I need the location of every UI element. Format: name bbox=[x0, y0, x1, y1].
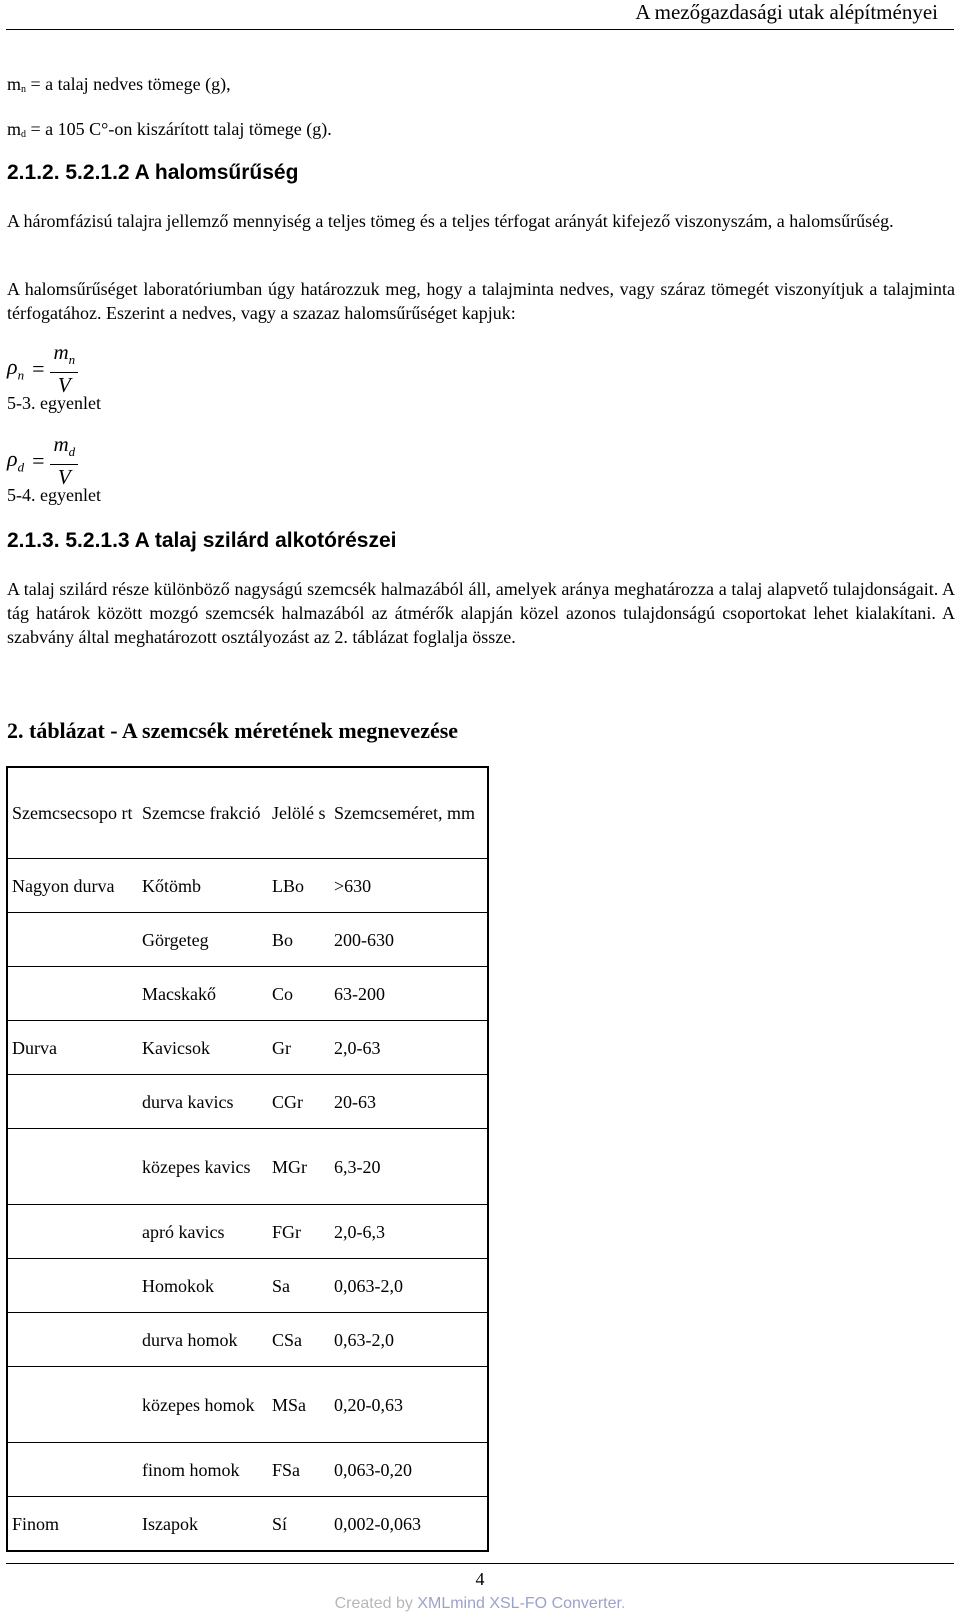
table-cell bbox=[7, 1367, 138, 1443]
footer-credit-link[interactable]: XMLmind XSL-FO Converter bbox=[417, 1595, 621, 1612]
table-cell bbox=[7, 913, 138, 967]
table-cell: közepes kavics bbox=[138, 1129, 268, 1205]
table-row bbox=[7, 967, 488, 1021]
table-cell: Finom bbox=[7, 1497, 138, 1552]
equation-wet-density bbox=[7, 340, 78, 397]
equation-lhs: $\rho_d$ bbox=[7, 445, 25, 475]
equation-label-5-3: 5-3. egyenlet bbox=[7, 393, 101, 413]
table-cell: 0,063-2,0 bbox=[330, 1259, 488, 1313]
table-row bbox=[7, 913, 488, 967]
table-cell: 2,0-6,3 bbox=[330, 1205, 488, 1259]
definition-text: = a talaj nedves tömege (g), bbox=[30, 74, 231, 94]
table-cell: CSa bbox=[268, 1313, 330, 1367]
table-row bbox=[7, 1129, 488, 1205]
table-caption: 2. táblázat - A szemcsék méretének megnevezése bbox=[7, 718, 459, 743]
equation-dry-density bbox=[7, 432, 78, 489]
table-cell: MGr bbox=[268, 1129, 330, 1205]
table-header-cell: Szemcsecsopo rt bbox=[12, 803, 133, 823]
particle-size-table bbox=[6, 766, 489, 1552]
equation-equals: = bbox=[32, 355, 45, 381]
table-cell: Sa bbox=[268, 1259, 330, 1313]
table-cell bbox=[7, 1443, 138, 1497]
table-row bbox=[7, 1205, 488, 1259]
equation-fraction: $\frac{m_n}{V}$ bbox=[50, 340, 78, 397]
paragraph-halomsuruseg-intro: A háromfázisú talajra jellemző mennyiség a teljes tömeg és a teljes térfogat arányát kifejező viszonyszám, a halomsűrűség. bbox=[7, 211, 894, 231]
page-number: 4 bbox=[475, 1569, 485, 1589]
table-row bbox=[7, 1313, 488, 1367]
table-cell: durva homok bbox=[138, 1313, 268, 1367]
table-cell: 0,002-0,063 bbox=[330, 1497, 488, 1552]
table-cell: Gr bbox=[268, 1021, 330, 1075]
table-cell: Durva bbox=[7, 1021, 138, 1075]
section-heading-szilard-alkotoreszei: 2.1.3. 5.2.1.3 A talaj szilárd alkotórészei bbox=[7, 529, 397, 552]
equation-lhs: $\rho_n$ bbox=[7, 353, 25, 383]
table-row bbox=[7, 859, 488, 913]
table-cell: durva kavics bbox=[138, 1075, 268, 1129]
definition-mn bbox=[7, 74, 231, 95]
table-header-cell: Szemcse frakció bbox=[142, 803, 261, 823]
table-header-row bbox=[7, 767, 488, 859]
equation-label-5-4: 5-4. egyenlet bbox=[7, 485, 101, 505]
table-cell: 200-630 bbox=[330, 913, 488, 967]
table-cell: 0,063-0,20 bbox=[330, 1443, 488, 1497]
table-cell bbox=[7, 1313, 138, 1367]
table-cell: 20-63 bbox=[330, 1075, 488, 1129]
equation-fraction: $\frac{m_d}{V}$ bbox=[50, 432, 78, 489]
table-cell: 2,0-63 bbox=[330, 1021, 488, 1075]
footer-credit-prefix: Created by bbox=[334, 1595, 418, 1612]
table-cell: apró kavics bbox=[138, 1205, 268, 1259]
table-cell: LBo bbox=[268, 859, 330, 913]
definition-symbol: m bbox=[7, 119, 22, 139]
table-row bbox=[7, 1075, 488, 1129]
definition-symbol: m bbox=[7, 74, 22, 94]
table-row bbox=[7, 1443, 488, 1497]
table-row bbox=[7, 1497, 488, 1552]
table-cell: CGr bbox=[268, 1075, 330, 1129]
table-cell: Nagyon durva bbox=[7, 859, 138, 913]
table-row bbox=[7, 1021, 488, 1075]
definition-md bbox=[7, 119, 332, 140]
table-cell: >630 bbox=[330, 859, 488, 913]
table-cell: Homokok bbox=[138, 1259, 268, 1313]
definition-subscript: d bbox=[21, 129, 27, 140]
table-cell: Sí bbox=[268, 1497, 330, 1552]
paragraph-szilard-alkotoreszei: A talaj szilárd része különböző nagyságú szemcsék halmazából áll, amelyek aránya meghatározza a talaj alapvető tulajdonságait. A tág határok között mozgó szemcsék halmazából az átmérők alapján közel azonos tulajdonságú csoportokat lehet kialakítani. A szabvány által meghatározott osztályozást az 2. táblázat foglalja össze. bbox=[7, 579, 955, 647]
equation-equals: = bbox=[32, 447, 45, 473]
footer-rule bbox=[6, 1563, 954, 1564]
table-cell: Görgeteg bbox=[138, 913, 268, 967]
table-cell bbox=[7, 1075, 138, 1129]
running-header-title: A mezőgazdasági utak alépítményei bbox=[635, 0, 938, 24]
table-cell: Iszapok bbox=[138, 1497, 268, 1552]
table-cell: FSa bbox=[268, 1443, 330, 1497]
footer-credit bbox=[0, 1595, 960, 1613]
table-cell bbox=[7, 967, 138, 1021]
table-cell: 63-200 bbox=[330, 967, 488, 1021]
table-cell: MSa bbox=[268, 1367, 330, 1443]
table-cell: FGr bbox=[268, 1205, 330, 1259]
table-cell: 0,20-0,63 bbox=[330, 1367, 488, 1443]
table-cell: 0,63-2,0 bbox=[330, 1313, 488, 1367]
table-cell: finom homok bbox=[138, 1443, 268, 1497]
table-cell bbox=[7, 1129, 138, 1205]
table-cell: közepes homok bbox=[138, 1367, 268, 1443]
header-rule bbox=[6, 29, 954, 30]
table-cell: Bo bbox=[268, 913, 330, 967]
table-row bbox=[7, 1367, 488, 1443]
table-cell: Macskakő bbox=[138, 967, 268, 1021]
section-heading-halomsuruseg: 2.1.2. 5.2.1.2 A halomsűrűség bbox=[7, 161, 299, 184]
table-cell bbox=[7, 1259, 138, 1313]
table-row bbox=[7, 1259, 488, 1313]
footer-credit-suffix: . bbox=[620, 1595, 626, 1612]
table-header-cell: Szemcseméret, mm bbox=[334, 803, 475, 823]
definition-subscript: n bbox=[21, 84, 27, 95]
table-cell bbox=[7, 1205, 138, 1259]
paragraph-halomsuruseg-method: A halomsűrűséget laboratóriumban úgy határozzuk meg, hogy a talajminta nedves, vagy száraz tömegét viszonyítjuk a talajminta térfogatához. Eszerint a nedves, vagy a szazaz halomsűrűséget kapjuk: bbox=[7, 279, 955, 323]
table-cell: Kavicsok bbox=[138, 1021, 268, 1075]
table-header-cell: Jelölé s bbox=[272, 803, 326, 823]
table-cell: Co bbox=[268, 967, 330, 1021]
table-cell: 6,3-20 bbox=[330, 1129, 488, 1205]
table-cell: Kőtömb bbox=[138, 859, 268, 913]
definition-text: = a 105 C°-on kiszárított talaj tömege (g). bbox=[30, 119, 332, 139]
